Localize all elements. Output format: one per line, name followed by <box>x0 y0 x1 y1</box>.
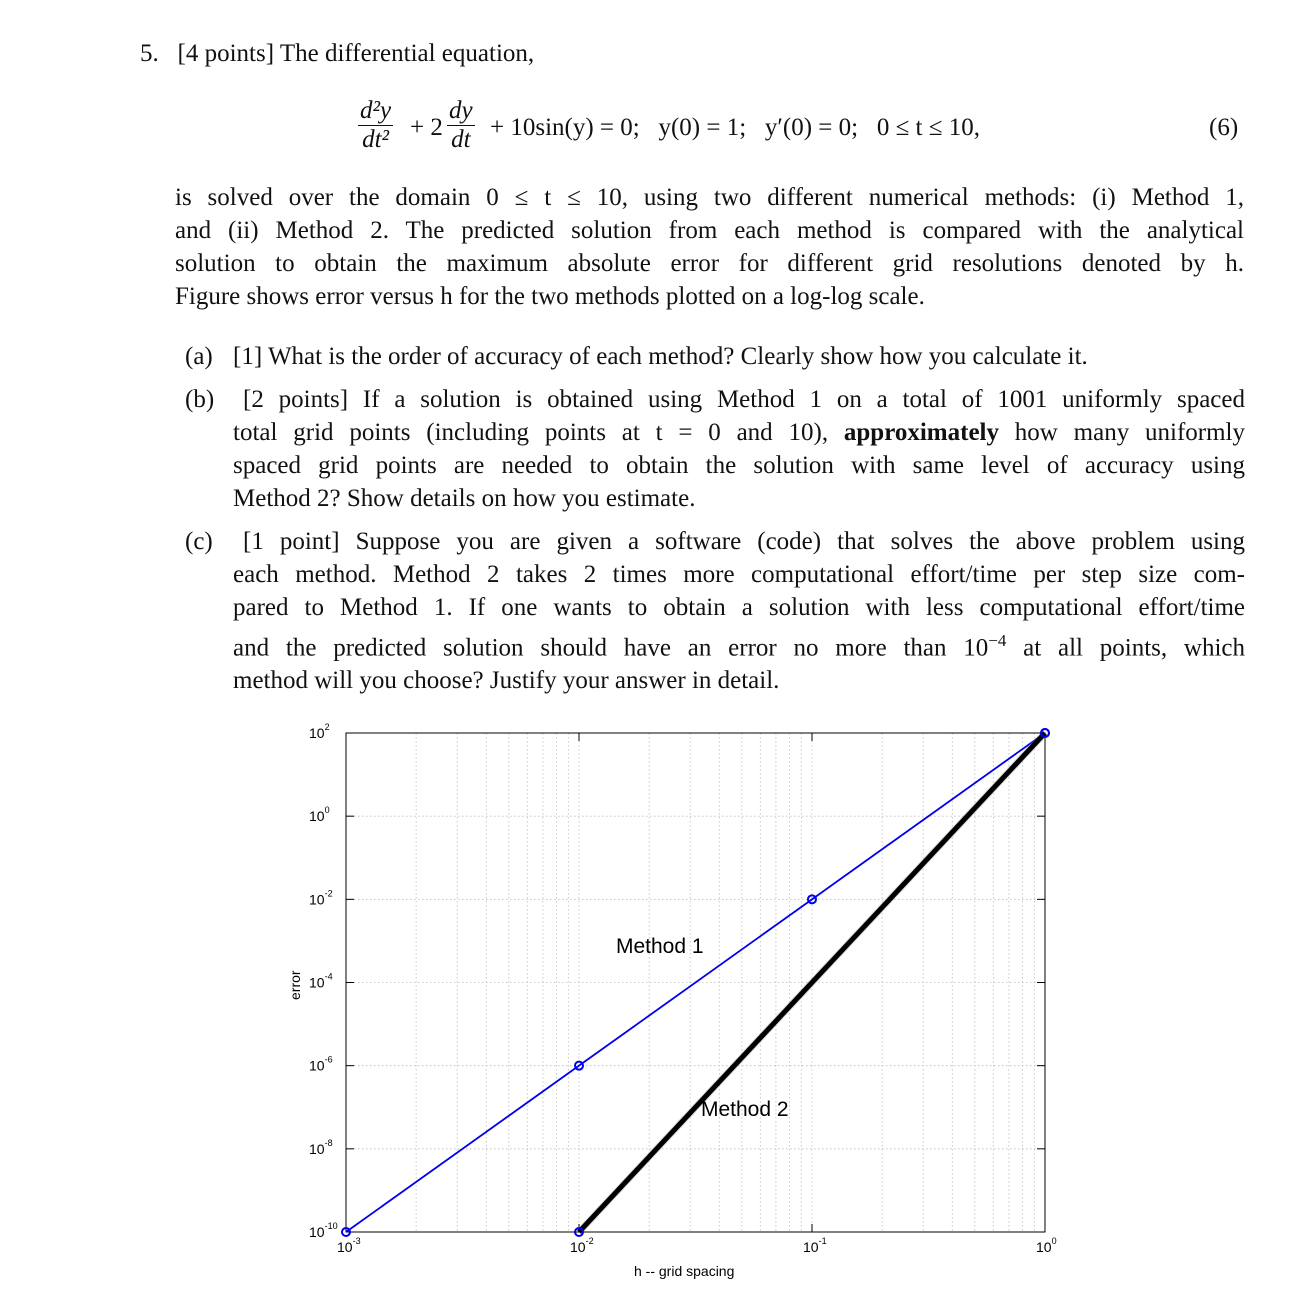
part-c-line: pared to Method 1. If one wants to obtain a solution with less computational effort/time <box>233 594 1245 621</box>
x-tick-label: $10^0$ <box>1036 1236 1057 1255</box>
part-a <box>185 340 1245 373</box>
problem-number: 5. <box>140 40 159 67</box>
y-tick-exponent: -4 <box>324 971 333 982</box>
eq-label: (6) <box>1209 114 1239 141</box>
description <box>175 181 1244 313</box>
eq-frac-d2y: $\frac{\text{d²y}}{\text{dt²}}$ <box>360 97 392 153</box>
description-line: Figure shows error versus h for the two methods plotted on a log-log scale. <box>175 283 925 310</box>
y-tick-exponent: -8 <box>324 1137 333 1148</box>
y-tick-exponent: -2 <box>324 888 333 899</box>
x-tick-label: $10^{-1}$ <box>803 1236 827 1255</box>
method-2-annotation: Method 2 <box>701 1098 789 1121</box>
part-c <box>185 525 1245 697</box>
part-c-line: [1 point] Suppose you are given a software (code) that solves the above problem using <box>243 528 1245 555</box>
error-vs-h-chart <box>0 700 1304 1294</box>
part-c-line: each method. Method 2 takes 2 times more computational effort/time per step size com- <box>233 561 1245 588</box>
y-tick-label: $10^2$ <box>309 722 330 741</box>
part-b-line: Method 2? Show details on how you estimate. <box>233 485 696 512</box>
y-tick-label: $10^{-4}$ <box>309 971 333 991</box>
part-b-line: spaced grid points are needed to obtain the solution with same level of accuracy using <box>233 452 1245 479</box>
equation <box>0 95 1304 165</box>
y-tick-label: $10^{-2}$ <box>309 888 333 908</box>
y-tick-exponent: 2 <box>324 722 330 732</box>
part-b <box>185 383 1245 515</box>
eq-frac-dy: $\frac{dy}{dt}$ <box>449 97 473 153</box>
y-tick-label: $10^{-6}$ <box>309 1054 333 1074</box>
problem-intro: The differential equation, <box>279 40 535 67</box>
part-c-line: method will you choose? Justify your answer in detail. <box>233 667 780 695</box>
part-a-label: (a) <box>185 343 213 370</box>
part-c-label: (c) <box>185 528 213 555</box>
y-axis-label: error <box>287 970 303 1000</box>
problem-points: [4 points] <box>177 40 275 67</box>
part-b-line: [2 points] If a solution is obtained using Method 1 on a total of 1001 uniformly spaced <box>243 386 1245 413</box>
method-1-annotation: Method 1 <box>616 935 704 958</box>
x-tick-label: $10^{-2}$ <box>570 1236 594 1255</box>
y-tick-exponent: -10 <box>324 1221 338 1231</box>
part-a-text: [1] What is the order of accuracy of each method? Clearly show how you calculate it. <box>233 343 1088 370</box>
x-axis-label: h -- grid spacing <box>634 1263 735 1279</box>
description-line: is solved over the domain 0 ≤ t ≤ 10, using two different numerical methods: (i) Method 1, <box>175 184 1244 211</box>
part-b-label: (b) <box>185 386 215 413</box>
part-c-line: and the predicted solution should have an error no more than $10^{-4}$ at all points, which <box>233 631 1246 662</box>
description-line: and (ii) Method 2. The predicted solution from each method is compared with the analytical <box>175 217 1244 244</box>
y-tick-label: $10^{-10}$ <box>309 1221 338 1240</box>
eq-rest: + 10sin(y) = 0; y(0) = 1; y′(0) = 0; 0 ≤ t ≤ 10, <box>490 114 980 141</box>
emphasis-approximately: approximately <box>843 419 999 446</box>
description-line: solution to obtain the maximum absolute error for different grid resolutions denoted by h. <box>175 250 1244 277</box>
y-tick-exponent: -6 <box>324 1054 333 1065</box>
x-tick-label: $10^{-3}$ <box>337 1236 361 1255</box>
x-tick-exponent: -3 <box>352 1236 361 1246</box>
y-tick-label: $10^{-8}$ <box>309 1137 333 1157</box>
x-tick-exponent: -1 <box>818 1236 827 1246</box>
y-tick-label: $10^0$ <box>309 805 330 825</box>
eq-plus2: + 2 <box>410 114 443 141</box>
exponent: −4 <box>988 631 1007 650</box>
part-b-line: total grid points (including points at t = 0 and 10), approximately how many uniformly <box>233 419 1245 446</box>
x-tick-exponent: -2 <box>585 1236 594 1246</box>
y-tick-exponent: 0 <box>324 805 330 816</box>
problem-header <box>140 37 534 70</box>
x-tick-exponent: 0 <box>1051 1236 1057 1246</box>
